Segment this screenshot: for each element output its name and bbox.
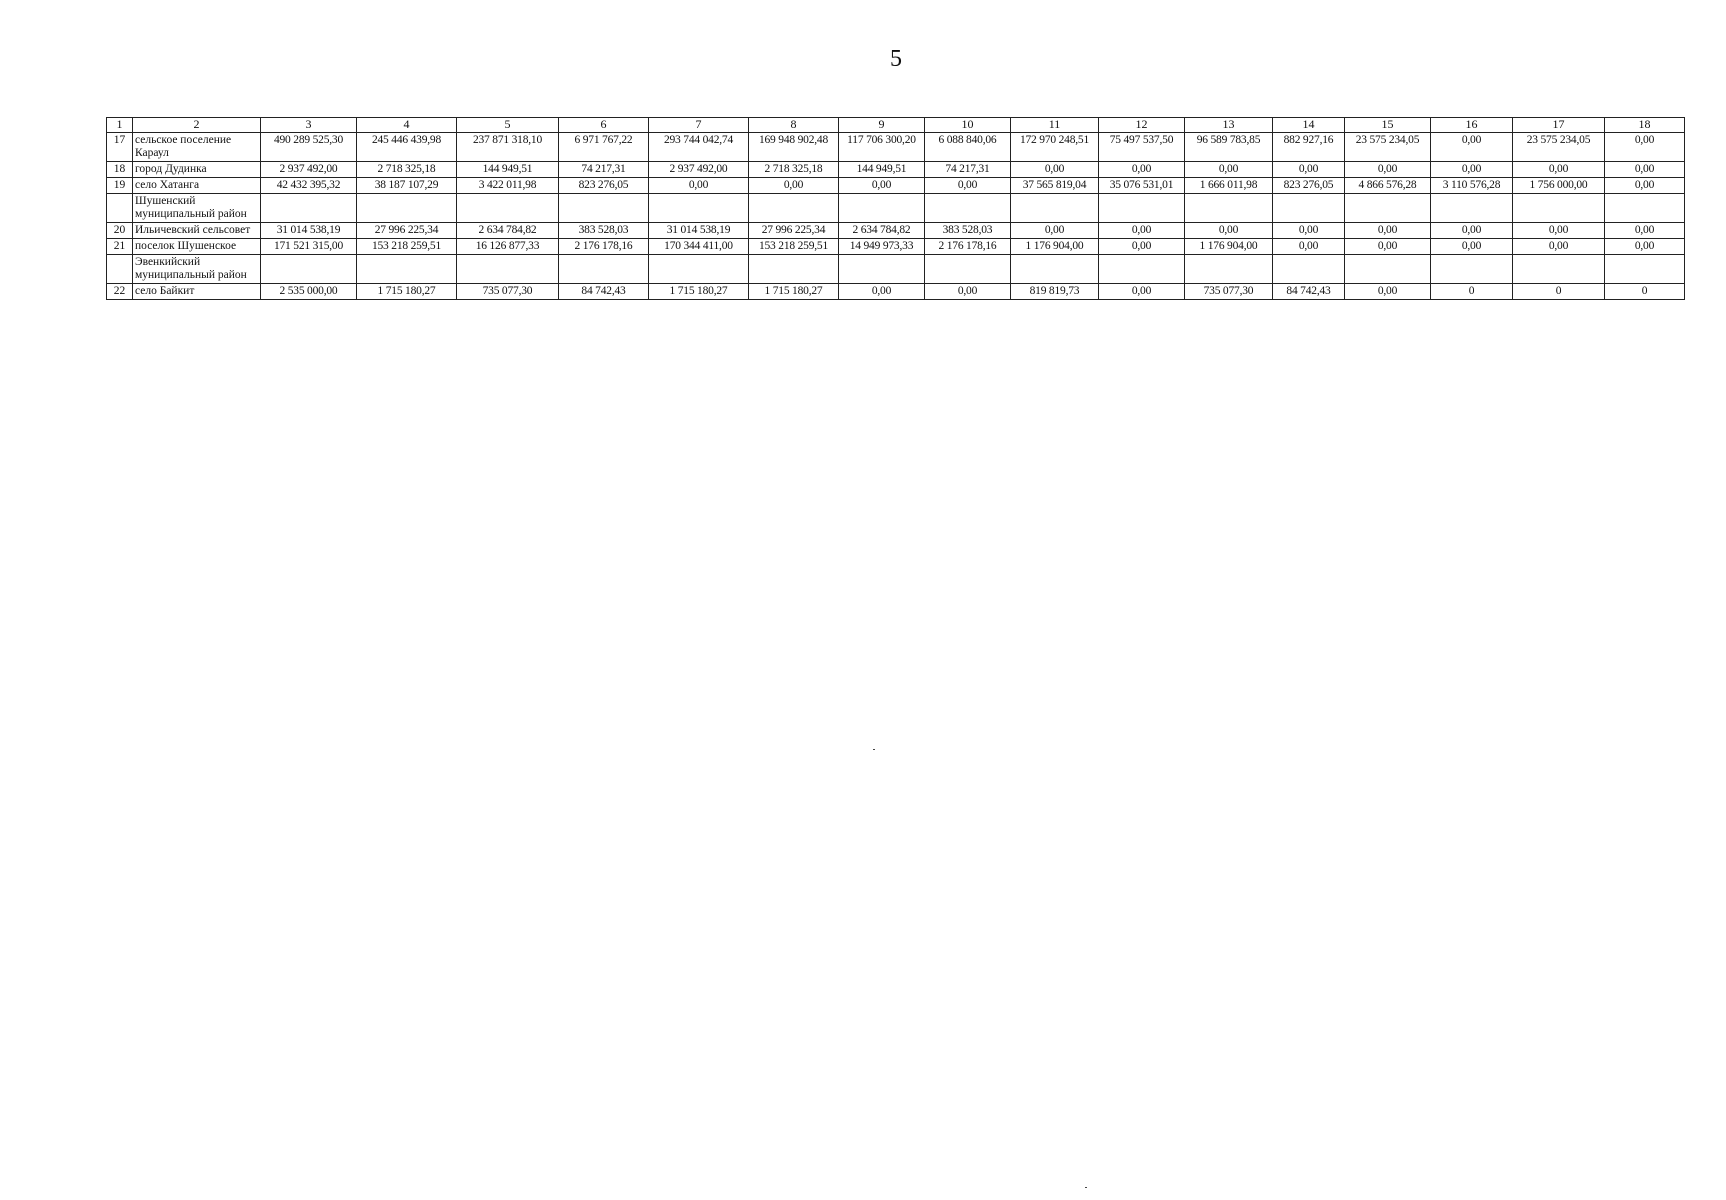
value-cell: 0 <box>1513 284 1605 300</box>
value-cell: 0,00 <box>1431 133 1513 162</box>
value-cell: 0,00 <box>1513 162 1605 178</box>
column-header-16: 16 <box>1431 118 1513 133</box>
value-cell <box>457 194 559 223</box>
value-cell: 0,00 <box>1185 223 1273 239</box>
row-number-cell: 21 <box>107 239 133 255</box>
value-cell: 3 110 576,28 <box>1431 178 1513 194</box>
value-cell: 0,00 <box>1605 178 1685 194</box>
value-cell <box>839 194 925 223</box>
column-header-8: 8 <box>749 118 839 133</box>
value-cell: 0 <box>1605 284 1685 300</box>
table-row <box>107 284 1685 300</box>
value-cell <box>1513 255 1605 284</box>
value-cell: 4 866 576,28 <box>1345 178 1431 194</box>
column-header-18: 18 <box>1605 118 1685 133</box>
municipality-name-cell: Ильичевский сельсовет <box>133 223 261 239</box>
value-cell: 383 528,03 <box>925 223 1011 239</box>
value-cell: 0,00 <box>1345 223 1431 239</box>
value-cell: 74 217,31 <box>559 162 649 178</box>
value-cell: 237 871 318,10 <box>457 133 559 162</box>
value-cell: 735 077,30 <box>457 284 559 300</box>
value-cell <box>357 255 457 284</box>
value-cell <box>559 255 649 284</box>
value-cell: 2 634 784,82 <box>839 223 925 239</box>
value-cell <box>649 194 749 223</box>
value-cell: 2 718 325,18 <box>749 162 839 178</box>
value-cell <box>839 255 925 284</box>
value-cell: 0,00 <box>1431 162 1513 178</box>
column-header-1: 1 <box>107 118 133 133</box>
value-cell: 490 289 525,30 <box>261 133 357 162</box>
value-cell: 0,00 <box>1099 239 1185 255</box>
value-cell: 0,00 <box>1099 223 1185 239</box>
column-header-7: 7 <box>649 118 749 133</box>
value-cell: 144 949,51 <box>839 162 925 178</box>
table-row <box>107 194 1685 223</box>
value-cell <box>1345 194 1431 223</box>
value-cell: 0,00 <box>839 178 925 194</box>
value-cell: 2 176 178,16 <box>559 239 649 255</box>
value-cell <box>559 194 649 223</box>
value-cell: 153 218 259,51 <box>749 239 839 255</box>
value-cell: 14 949 973,33 <box>839 239 925 255</box>
value-cell: 823 276,05 <box>559 178 649 194</box>
column-header-4: 4 <box>357 118 457 133</box>
value-cell: 2 634 784,82 <box>457 223 559 239</box>
value-cell <box>1099 194 1185 223</box>
municipality-name-cell: поселок Шушенское <box>133 239 261 255</box>
value-cell: 3 422 011,98 <box>457 178 559 194</box>
row-number-cell: 20 <box>107 223 133 239</box>
value-cell: 1 715 180,27 <box>649 284 749 300</box>
value-cell: 0,00 <box>1605 162 1685 178</box>
value-cell <box>1431 194 1513 223</box>
municipality-name-cell: сельское поселение Караул <box>133 133 261 162</box>
column-header-5: 5 <box>457 118 559 133</box>
value-cell: 735 077,30 <box>1185 284 1273 300</box>
value-cell: 0,00 <box>1273 162 1345 178</box>
value-cell <box>1185 255 1273 284</box>
value-cell: 2 937 492,00 <box>261 162 357 178</box>
value-cell: 170 344 411,00 <box>649 239 749 255</box>
column-header-17: 17 <box>1513 118 1605 133</box>
row-number-cell: 18 <box>107 162 133 178</box>
column-header-3: 3 <box>261 118 357 133</box>
row-number-cell: 19 <box>107 178 133 194</box>
municipality-name-cell: село Хатанга <box>133 178 261 194</box>
row-number-cell: 22 <box>107 284 133 300</box>
value-cell: 0,00 <box>1605 223 1685 239</box>
column-header-14: 14 <box>1273 118 1345 133</box>
value-cell <box>1345 255 1431 284</box>
column-header-13: 13 <box>1185 118 1273 133</box>
value-cell: 0,00 <box>1011 162 1099 178</box>
value-cell: 144 949,51 <box>457 162 559 178</box>
value-cell: 75 497 537,50 <box>1099 133 1185 162</box>
value-cell: 0,00 <box>839 284 925 300</box>
value-cell <box>925 194 1011 223</box>
value-cell <box>1273 194 1345 223</box>
value-cell: 42 432 395,32 <box>261 178 357 194</box>
value-cell: 23 575 234,05 <box>1345 133 1431 162</box>
value-cell <box>1011 194 1099 223</box>
column-header-10: 10 <box>925 118 1011 133</box>
column-header-6: 6 <box>559 118 649 133</box>
value-cell: 16 126 877,33 <box>457 239 559 255</box>
value-cell <box>261 255 357 284</box>
value-cell: 37 565 819,04 <box>1011 178 1099 194</box>
value-cell: 0,00 <box>1345 162 1431 178</box>
municipality-name-cell: Шушенский муниципальный район <box>133 194 261 223</box>
value-cell: 383 528,03 <box>559 223 649 239</box>
table-row <box>107 223 1685 239</box>
value-cell: 0,00 <box>1605 133 1685 162</box>
value-cell: 84 742,43 <box>1273 284 1345 300</box>
value-cell: 819 819,73 <box>1011 284 1099 300</box>
value-cell: 35 076 531,01 <box>1099 178 1185 194</box>
value-cell: 0,00 <box>649 178 749 194</box>
budget-table <box>106 117 1685 300</box>
value-cell: 0,00 <box>1431 223 1513 239</box>
value-cell: 96 589 783,85 <box>1185 133 1273 162</box>
column-header-9: 9 <box>839 118 925 133</box>
value-cell: 153 218 259,51 <box>357 239 457 255</box>
row-number-cell <box>107 255 133 284</box>
page-number: 5 <box>890 46 902 72</box>
value-cell: 0,00 <box>1099 284 1185 300</box>
value-cell: 117 706 300,20 <box>839 133 925 162</box>
table-row <box>107 178 1685 194</box>
value-cell: 245 446 439,98 <box>357 133 457 162</box>
value-cell: 6 088 840,06 <box>925 133 1011 162</box>
value-cell <box>357 194 457 223</box>
value-cell: 1 176 904,00 <box>1011 239 1099 255</box>
value-cell: 882 927,16 <box>1273 133 1345 162</box>
table-header-row <box>107 118 1685 133</box>
value-cell: 1 176 904,00 <box>1185 239 1273 255</box>
value-cell: 169 948 902,48 <box>749 133 839 162</box>
municipality-name-cell: город Дудинка <box>133 162 261 178</box>
row-number-cell: 17 <box>107 133 133 162</box>
municipality-name-cell: село Байкит <box>133 284 261 300</box>
value-cell: 74 217,31 <box>925 162 1011 178</box>
value-cell <box>1431 255 1513 284</box>
value-cell: 0,00 <box>925 178 1011 194</box>
value-cell: 1 715 180,27 <box>749 284 839 300</box>
column-header-11: 11 <box>1011 118 1099 133</box>
value-cell <box>1011 255 1099 284</box>
municipality-name-cell: Эвенкийский муниципальный район <box>133 255 261 284</box>
table-row <box>107 255 1685 284</box>
value-cell: 1 715 180,27 <box>357 284 457 300</box>
value-cell: 0,00 <box>1345 239 1431 255</box>
scan-speck <box>873 749 875 750</box>
value-cell: 31 014 538,19 <box>261 223 357 239</box>
value-cell: 0,00 <box>925 284 1011 300</box>
value-cell <box>1605 194 1685 223</box>
value-cell <box>925 255 1011 284</box>
column-header-12: 12 <box>1099 118 1185 133</box>
value-cell: 1 756 000,00 <box>1513 178 1605 194</box>
value-cell: 31 014 538,19 <box>649 223 749 239</box>
value-cell: 0,00 <box>1345 284 1431 300</box>
value-cell <box>1099 255 1185 284</box>
value-cell: 0,00 <box>1273 239 1345 255</box>
value-cell: 1 666 011,98 <box>1185 178 1273 194</box>
value-cell: 0,00 <box>1605 239 1685 255</box>
table-row <box>107 239 1685 255</box>
value-cell: 0,00 <box>1513 239 1605 255</box>
value-cell: 0,00 <box>1273 223 1345 239</box>
value-cell: 2 937 492,00 <box>649 162 749 178</box>
value-cell <box>749 194 839 223</box>
value-cell: 172 970 248,51 <box>1011 133 1099 162</box>
column-header-15: 15 <box>1345 118 1431 133</box>
value-cell: 0,00 <box>1185 162 1273 178</box>
value-cell <box>1273 255 1345 284</box>
value-cell <box>749 255 839 284</box>
column-header-2: 2 <box>133 118 261 133</box>
value-cell <box>649 255 749 284</box>
value-cell <box>1605 255 1685 284</box>
value-cell: 2 176 178,16 <box>925 239 1011 255</box>
value-cell: 0 <box>1431 284 1513 300</box>
scan-speck <box>1085 1187 1087 1188</box>
value-cell: 293 744 042,74 <box>649 133 749 162</box>
value-cell: 27 996 225,34 <box>749 223 839 239</box>
row-number-cell <box>107 194 133 223</box>
value-cell: 0,00 <box>1099 162 1185 178</box>
value-cell: 0,00 <box>1011 223 1099 239</box>
value-cell <box>1513 194 1605 223</box>
value-cell: 23 575 234,05 <box>1513 133 1605 162</box>
table-row <box>107 162 1685 178</box>
value-cell: 0,00 <box>749 178 839 194</box>
value-cell: 2 535 000,00 <box>261 284 357 300</box>
table-row <box>107 133 1685 162</box>
value-cell: 6 971 767,22 <box>559 133 649 162</box>
value-cell: 38 187 107,29 <box>357 178 457 194</box>
value-cell <box>261 194 357 223</box>
value-cell <box>1185 194 1273 223</box>
value-cell: 0,00 <box>1513 223 1605 239</box>
value-cell <box>457 255 559 284</box>
value-cell: 84 742,43 <box>559 284 649 300</box>
value-cell: 27 996 225,34 <box>357 223 457 239</box>
value-cell: 0,00 <box>1431 239 1513 255</box>
value-cell: 823 276,05 <box>1273 178 1345 194</box>
value-cell: 2 718 325,18 <box>357 162 457 178</box>
value-cell: 171 521 315,00 <box>261 239 357 255</box>
